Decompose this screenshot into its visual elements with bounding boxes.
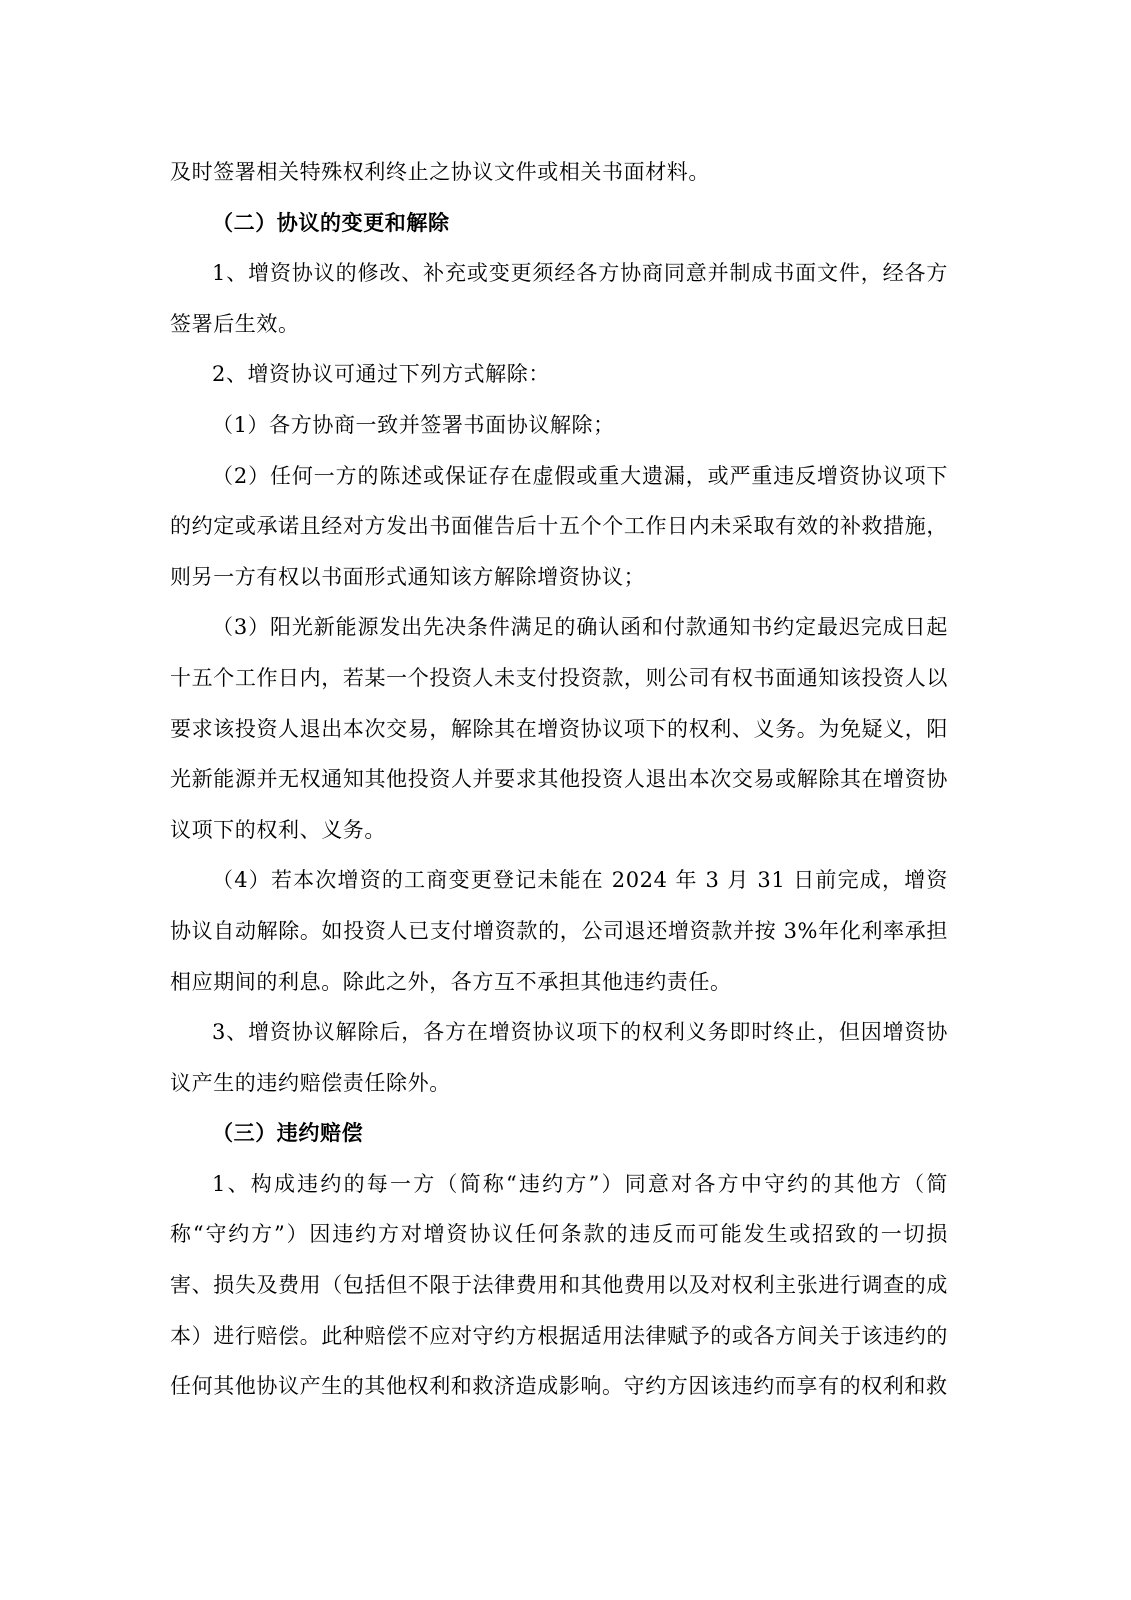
- paragraph-termination-item-3: （3）阳光新能源发出先决条件满足的确认函和付款通知书约定最迟完成日起十五个工作日内，若某一个投资人未支付投资款，则公司有权书面通知该投资人以要求该投资人退出本次交易，解除其在增资协议项下的权利、义务。为免疑义，阳光新能源并无权通知其他投资人并要求其他投资人退出本次交易或解除其在增资协议项下的权利、义务。: [170, 615, 948, 842]
- document-body: [170, 147, 948, 1412]
- paragraph-breach-compensation: 1、构成违约的每一方（简称“违约方”）同意对各方中守约的其他方（简称“守约方”）因违约方对增资协议任何条款的违反而可能发生或招致的一切损害、损失及费用（包括但不限于法律费用和其他费用以及对权利主张进行调查的成本）进行赔偿。此种赔偿不应对守约方根据适用法律赋予的或各方间关于该违约的任何其他协议产生的其他权利和救济造成影响。守约方因该违约而享有的权利和救: [170, 1171, 948, 1399]
- section-heading-amendment-termination: （二）协议的变更和解除: [212, 209, 450, 235]
- paragraph-amendment: 1、增资协议的修改、补充或变更须经各方协商同意并制成书面文件，经各方签署后生效。: [170, 261, 948, 336]
- paragraph-termination-item-2: （2）任何一方的陈述或保证存在虚假或重大遗漏，或严重违反增资协议项下的约定或承诺且经对方发出书面催告后十五个个工作日内未采取有效的补救措施，则另一方有权以书面形式通知该方解除增资协议；: [170, 463, 948, 589]
- paragraph-continuation: 及时签署相关特殊权利终止之协议文件或相关书面材料。: [170, 160, 710, 184]
- paragraph-post-termination: 3、增资协议解除后，各方在增资协议项下的权利义务即时终止，但因增资协议产生的违约赔偿责任除外。: [170, 1020, 948, 1095]
- paragraph-termination-item-4: （4）若本次增资的工商变更登记未能在 2024 年 3 月 31 日前完成，增资协议自动解除。如投资人已支付增资款的，公司退还增资款并按 3%年化利率承担相应期间的利息。除此之外，各方互不承担其他违约责任。: [170, 868, 948, 994]
- paragraph-termination-methods: 2、增资协议可通过下列方式解除：: [212, 362, 550, 387]
- section-heading-breach-compensation: （三）违约赔偿: [212, 1120, 364, 1146]
- paragraph-termination-item-1: （1）各方协商一致并签署书面协议解除；: [212, 412, 615, 437]
